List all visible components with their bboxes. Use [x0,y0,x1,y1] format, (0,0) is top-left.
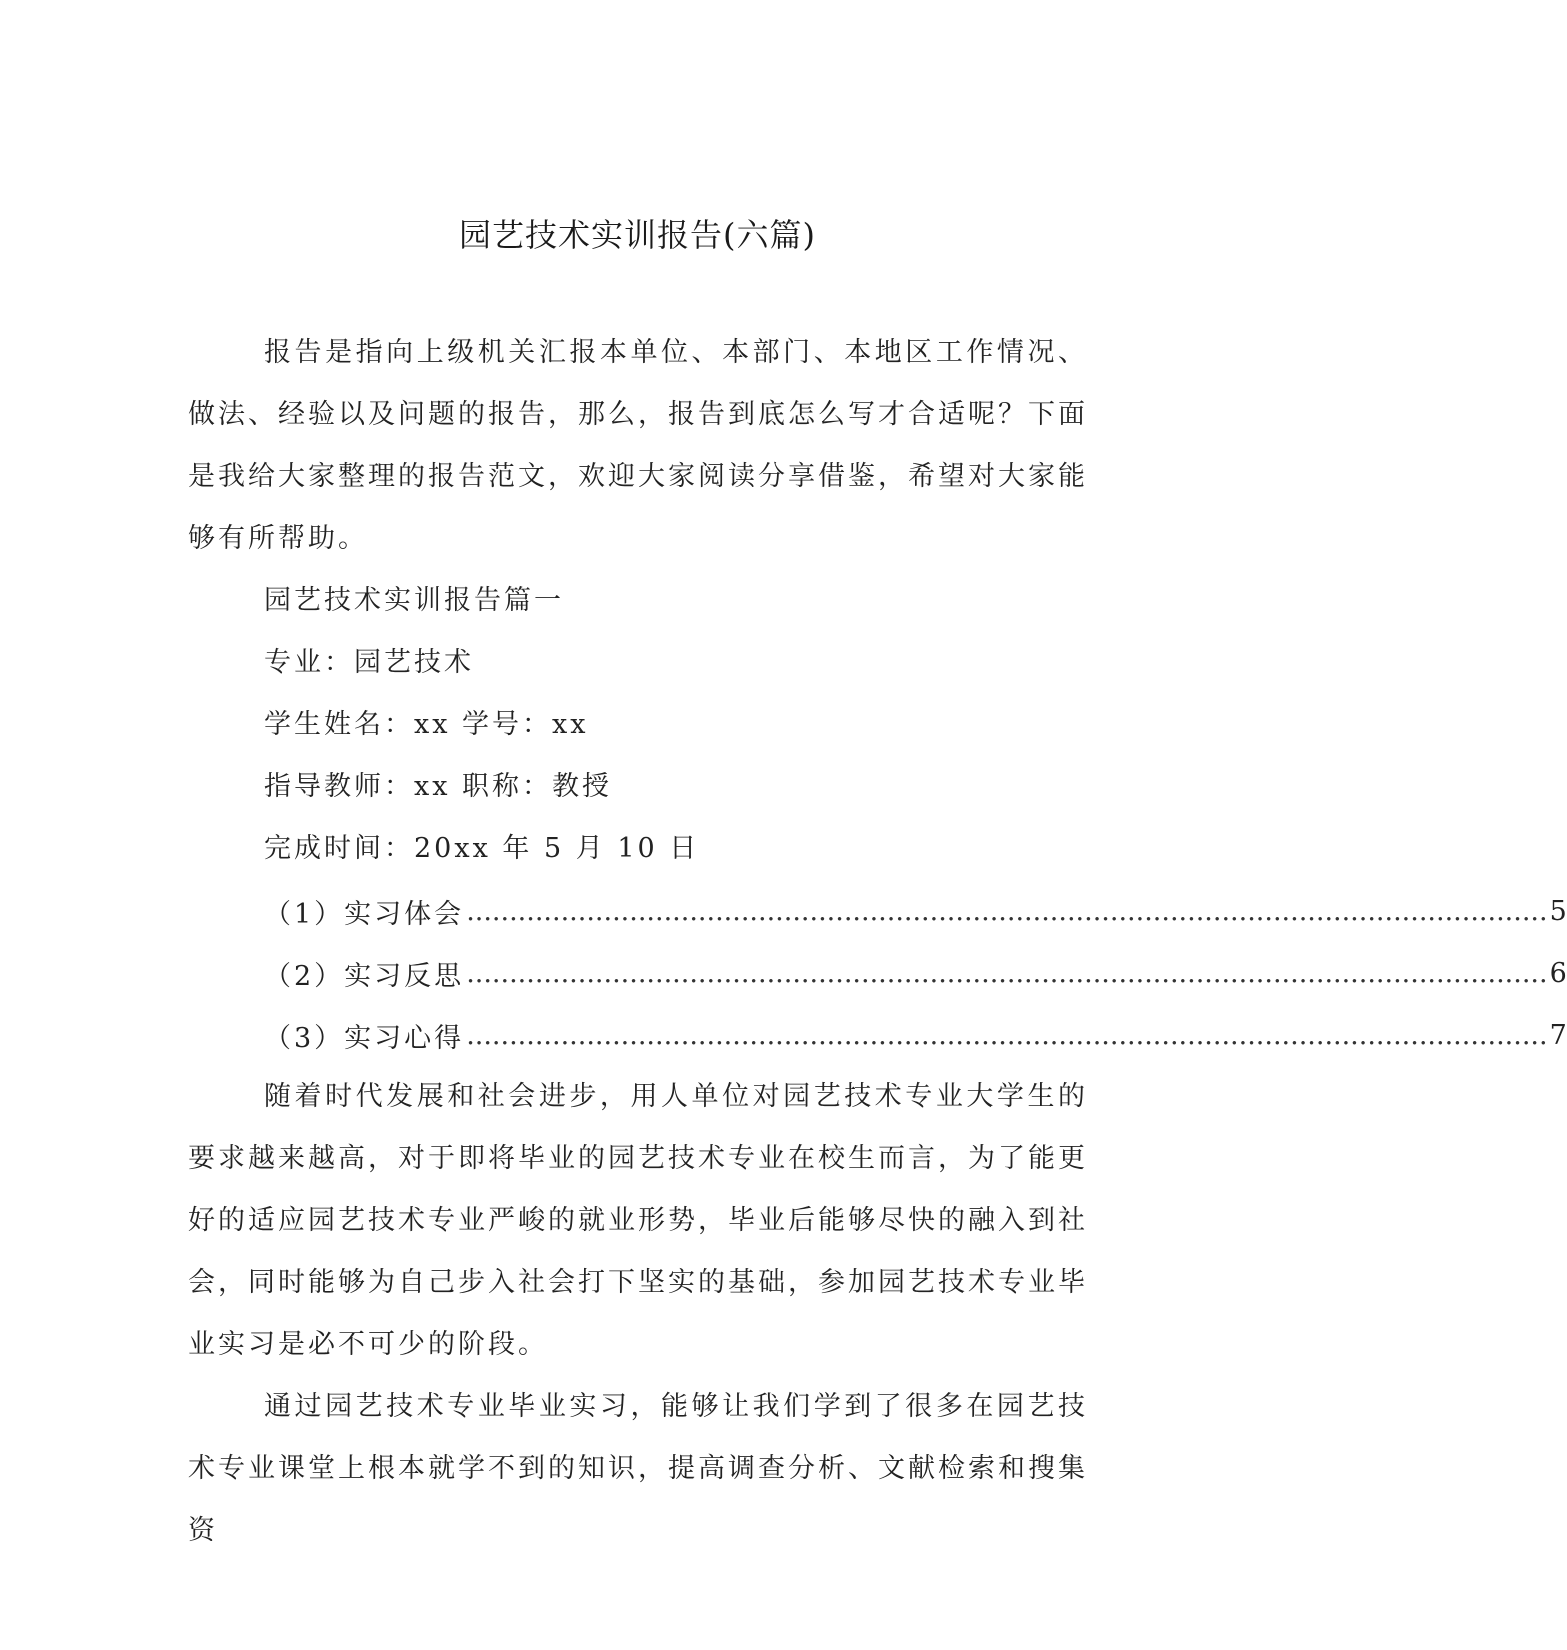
toc-leader-dots: .............................................................................................................................. [466,1019,1548,1051]
major-line: 专业：园艺技术 [264,647,474,678]
body-paragraph: 通过园艺技术专业毕业实习，能够让我们学到了很多在园艺技术专业课堂上根本就学不到的知识，提高调查分析、文献检索和搜集资 [188,1391,1088,1546]
intro-paragraph: 报告是指向上级机关汇报本单位、本部门、本地区工作情况、做法、经验以及问题的报告，那么，报告到底怎么写才合适呢？下面是我给大家整理的报告范文，欢迎大家阅读分享借鉴，希望对大家能够有所帮助。 [188,337,1088,554]
toc-label: （2）实习反思 [264,960,465,992]
body-paragraph: 随着时代发展和社会进步，用人单位对园艺技术专业大学生的要求越来越高，对于即将毕业的园艺技术专业在校生而言，为了能更好的适应园艺技术专业严峻的就业形势，毕业后能够尽快的融入到社会，同时能够为自己步入社会打下坚实的基础，参加园艺技术专业毕业实习是必不可少的阶段。 [188,1081,1088,1360]
toc-leader-dots: .............................................................................................................................. [466,957,1548,989]
completion-line: 完成时间：20xx 年 5 月 10 日 [264,833,700,864]
toc-entry [264,1004,1567,1066]
toc-entry [264,880,1567,942]
toc-page-number: 7 [1549,1019,1567,1051]
toc-leader-dots: .............................................................................................................................. [466,895,1548,927]
toc-entry [264,942,1567,1004]
advisor-line: 指导教师：xx 职称：教授 [264,771,613,802]
toc-label: （1）实习体会 [264,898,465,930]
student-line: 学生姓名：xx 学号：xx [264,709,589,740]
toc-label: （3）实习心得 [264,1022,465,1054]
toc-page-number: 5 [1549,895,1567,927]
section-title: 园艺技术实训报告篇一 [264,585,564,616]
document-title: 园艺技术实训报告(六篇) [459,216,816,254]
toc-page-number: 6 [1549,957,1567,989]
